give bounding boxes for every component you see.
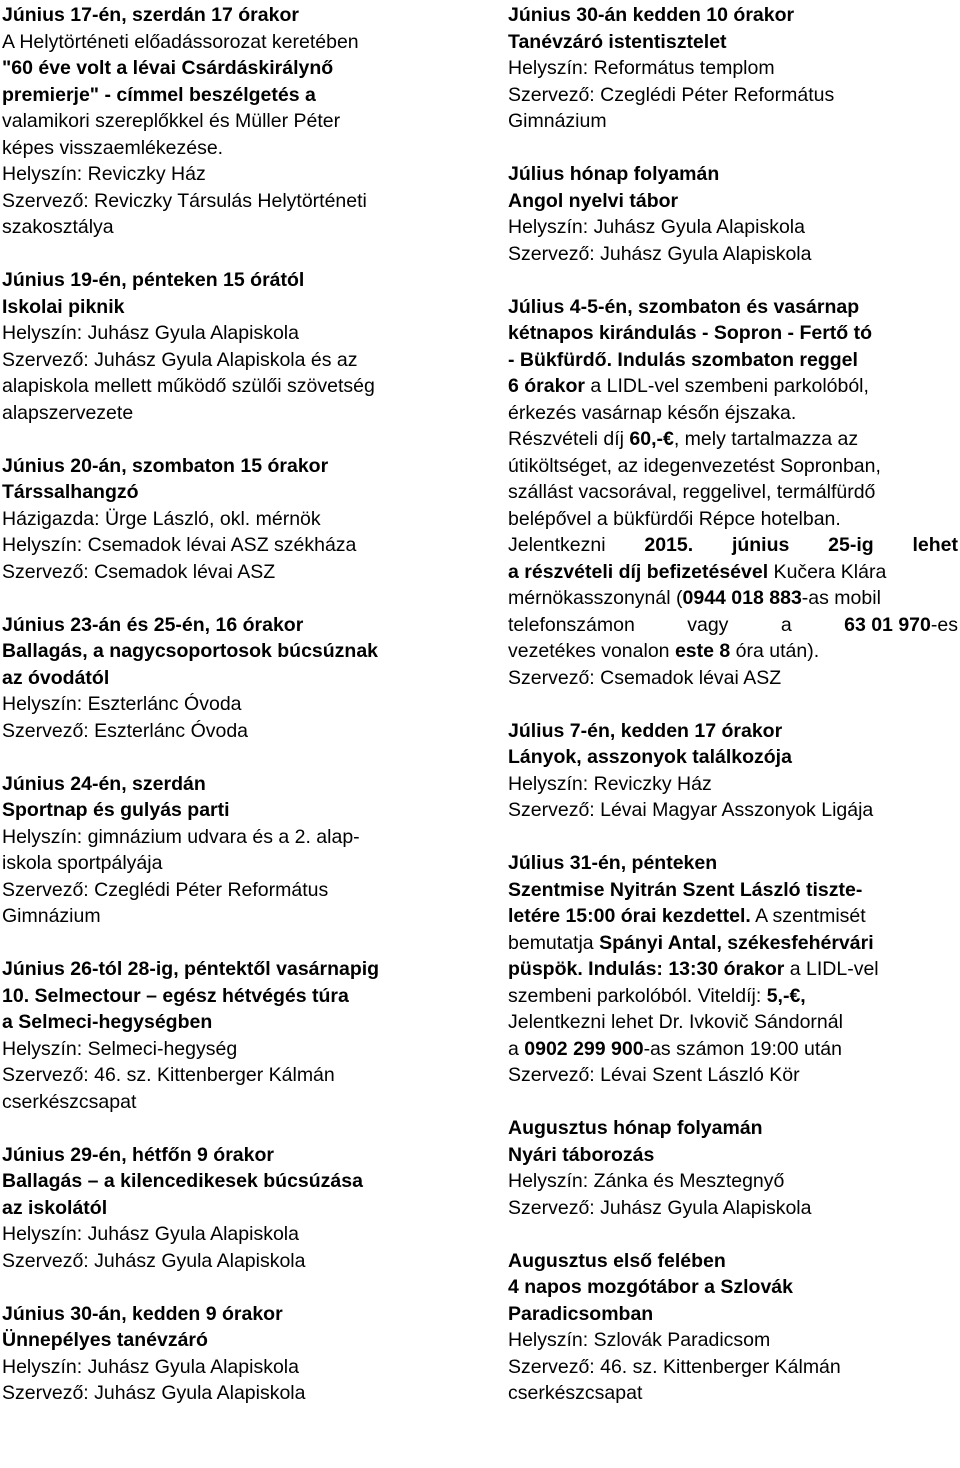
- event-place: Helyszín: Juhász Gyula Alapiskola: [2, 1355, 299, 1378]
- event-place: Helyszín: Eszterlánc Óvoda: [2, 693, 242, 715]
- event-jul7: [508, 718, 958, 824]
- event-text: a 0902 299 900-as számon 19:00 után: [508, 1037, 842, 1060]
- event-subtitle: az óvodától: [2, 666, 110, 689]
- event-place: Helyszín: gimnázium udvara és a 2. alap-: [2, 825, 360, 848]
- event-place: Helyszín: Juhász Gyula Alapiskola: [2, 1223, 299, 1245]
- event-organizer: Szervező: Juhász Gyula Alapiskola: [508, 242, 812, 265]
- event-text: valamikori szereplőkkel és Müller Péter: [2, 110, 341, 132]
- event-text: a részvételi díj befizetésével Kučera Klára: [508, 560, 887, 583]
- event-subtitle: Tanévzáró istentisztelet: [508, 30, 727, 53]
- event-text: szállást vacsorával, reggelivel, termálfürdő: [508, 481, 876, 503]
- event-organizer: alapszervezete: [2, 401, 134, 424]
- event-organizer: Szervező: Reviczky Társulás Helytörténeti: [2, 189, 367, 212]
- event-text: Szentmise Nyitrán Szent László tiszte-: [508, 878, 863, 901]
- event-text: - Bükfürdő. Indulás szombaton reggel: [508, 348, 858, 371]
- event-organizer: alapiskola mellett működő szülői szövetség: [2, 375, 375, 397]
- event-text: Jelentkezni lehet Dr. Ivkovič Sándornál: [508, 1011, 843, 1033]
- event-text: érkezés vasárnap későn éjszaka.: [508, 401, 797, 424]
- event-organizer: Szervező: Lévai Magyar Asszonyok Ligája: [508, 799, 874, 821]
- event-title: Július 4-5-én, szombaton és vasárnap: [508, 295, 860, 318]
- event-text: bemutatja Spányi Antal, székesfehérvári: [508, 931, 874, 954]
- event-jun23: [2, 612, 454, 745]
- event-jun30-10: [508, 2, 958, 135]
- event-subtitle: Paradicsomban: [508, 1302, 654, 1325]
- event-jun20: [2, 453, 454, 586]
- event-title: Augusztus hónap folyamán: [508, 1117, 763, 1139]
- event-title: Június 23-án és 25-én, 16 órakor: [2, 613, 304, 636]
- event-subtitle: Lányok, asszonyok találkozója: [508, 746, 792, 768]
- event-organizer: Szervező: Csemadok lévai ASZ: [2, 560, 276, 583]
- event-text: 6 órakor a LIDL-vel szembeni parkolóból,: [508, 375, 869, 397]
- event-jun29: [2, 1142, 454, 1275]
- event-subtitle: az iskolától: [2, 1196, 108, 1219]
- right-column: [508, 2, 958, 1407]
- event-place: Helyszín: Juhász Gyula Alapiskola: [508, 216, 805, 238]
- event-organizer: szakosztálya: [2, 216, 114, 238]
- event-text: "60 éve volt a lévai Csárdáskirálynő: [2, 57, 334, 79]
- event-text: püspök. Indulás: 13:30 órakor a LIDL-vel: [508, 958, 879, 980]
- event-place: Helyszín: Reviczky Ház: [508, 772, 712, 795]
- event-subtitle: Ballagás, a nagycsoportosok búcsúznak: [2, 640, 379, 662]
- event-title: Június 30-án, kedden 9 órakor: [2, 1302, 283, 1325]
- event-subtitle: Nyári táborozás: [508, 1143, 655, 1166]
- event-organizer: Szervező: Csemadok lévai ASZ: [508, 666, 782, 689]
- event-place: Helyszín: Zánka és Mesztegnyő: [508, 1170, 785, 1192]
- event-subtitle: 4 napos mozgótábor a Szlovák: [508, 1276, 793, 1298]
- event-jun30-9: [2, 1301, 454, 1407]
- event-organizer: Szervező: Juhász Gyula Alapiskola: [508, 1196, 812, 1219]
- event-place: iskola sportpályája: [2, 852, 163, 874]
- event-title: Június 26-tól 28-ig, péntektől vasárnapig: [2, 958, 380, 980]
- event-organizer: Szervező: Czeglédi Péter Református: [2, 878, 329, 901]
- event-title: Június 30-án kedden 10 órakor: [508, 4, 795, 26]
- event-organizer: Szervező: 46. sz. Kittenberger Kálmán: [2, 1064, 335, 1086]
- event-organizer: Szervező: 46. sz. Kittenberger Kálmán: [508, 1355, 841, 1378]
- event-text: premierje" - címmel beszélgetés a: [2, 83, 316, 106]
- event-place: Helyszín: Református templom: [508, 57, 775, 79]
- event-organizer: Szervező: Juhász Gyula Alapiskola és az: [2, 348, 358, 371]
- event-organizer: Szervező: Czeglédi Péter Református: [508, 83, 835, 106]
- event-title: Június 24-én, szerdán: [2, 772, 206, 795]
- event-text: Részvételi díj 60,-€, mely tartalmazza az: [508, 428, 859, 450]
- event-jun19: [2, 267, 454, 426]
- event-aug-month: [508, 1115, 958, 1221]
- event-jun17: [2, 2, 454, 241]
- event-organizer: Gimnázium: [508, 110, 607, 132]
- event-title: Június 19-én, pénteken 15 órától: [2, 269, 305, 291]
- event-title: Június 17-én, szerdán 17 órakor: [2, 4, 299, 26]
- event-text: mérnökasszonynál (0944 018 883-as mobil: [508, 587, 881, 609]
- event-subtitle: Társsalhangzó: [2, 481, 139, 503]
- event-title: Június 20-án, szombaton 15 órakor: [2, 454, 329, 477]
- event-text: A Helytörténeti előadássorozat keretében: [2, 30, 359, 53]
- event-text: belépővel a bükfürdői Répce hotelban.: [508, 507, 841, 530]
- event-place: Helyszín: Szlovák Paradicsom: [508, 1329, 771, 1351]
- event-jun26: [2, 956, 454, 1115]
- event-title: Augusztus első felében: [508, 1249, 726, 1272]
- event-text: telefonszámon vagy a 63 01 970-es: [508, 613, 958, 636]
- event-jul-month: [508, 161, 958, 267]
- event-subtitle: Iskolai piknik: [2, 295, 125, 318]
- event-subtitle: Ünnepélyes tanévzáró: [2, 1329, 208, 1351]
- event-place: Helyszín: Selmeci-hegység: [2, 1037, 238, 1060]
- event-host: Házigazda: Ürge László, okl. mérnök: [2, 507, 321, 530]
- event-text: vezetékes vonalon este 8 óra után).: [508, 640, 820, 662]
- event-organizer: Szervező: Juhász Gyula Alapiskola: [2, 1249, 306, 1272]
- event-jun24: [2, 771, 454, 930]
- event-subtitle: Sportnap és gulyás parti: [2, 799, 230, 821]
- event-organizer: cserkészcsapat: [2, 1090, 137, 1113]
- event-text: útiköltséget, az idegenvezetést Sopronban,: [508, 454, 881, 477]
- event-place: Helyszín: Reviczky Ház: [2, 163, 206, 185]
- event-text: Jelentkezni 2015. június 25-ig lehet: [508, 534, 958, 556]
- event-jul31: [508, 850, 958, 1089]
- event-organizer: Szervező: Juhász Gyula Alapiskola: [2, 1382, 306, 1404]
- event-title: Július hónap folyamán: [508, 163, 720, 185]
- event-text: képes visszaemlékezése.: [2, 136, 224, 159]
- event-subtitle: Ballagás – a kilencedikesek búcsúzása: [2, 1170, 363, 1192]
- event-subtitle: Angol nyelvi tábor: [508, 189, 679, 212]
- event-organizer: cserkészcsapat: [508, 1382, 643, 1404]
- event-text: szembeni parkolóból. Viteldíj: 5,-€,: [508, 984, 806, 1007]
- event-text: letére 15:00 órai kezdettel. A szentmisét: [508, 905, 866, 927]
- event-title: Július 7-én, kedden 17 órakor: [508, 719, 783, 742]
- event-jul4: [508, 294, 958, 692]
- event-organizer: Szervező: Lévai Szent László Kör: [508, 1064, 800, 1086]
- event-place: Helyszín: Juhász Gyula Alapiskola: [2, 322, 299, 344]
- event-title: Június 29-én, hétfőn 9 órakor: [2, 1143, 274, 1166]
- left-column: [2, 2, 454, 1407]
- event-place: Helyszín: Csemadok lévai ASZ székháza: [2, 534, 357, 556]
- event-aug-first-half: [508, 1248, 958, 1407]
- event-subtitle: 10. Selmectour – egész hétvégés túra: [2, 984, 349, 1007]
- event-organizer: Szervező: Eszterlánc Óvoda: [2, 719, 249, 742]
- event-text: kétnapos kirándulás - Sopron - Fertő tó: [508, 322, 873, 344]
- event-subtitle: a Selmeci-hegységben: [2, 1011, 213, 1033]
- event-organizer: Gimnázium: [2, 905, 101, 927]
- event-title: Július 31-én, pénteken: [508, 852, 718, 874]
